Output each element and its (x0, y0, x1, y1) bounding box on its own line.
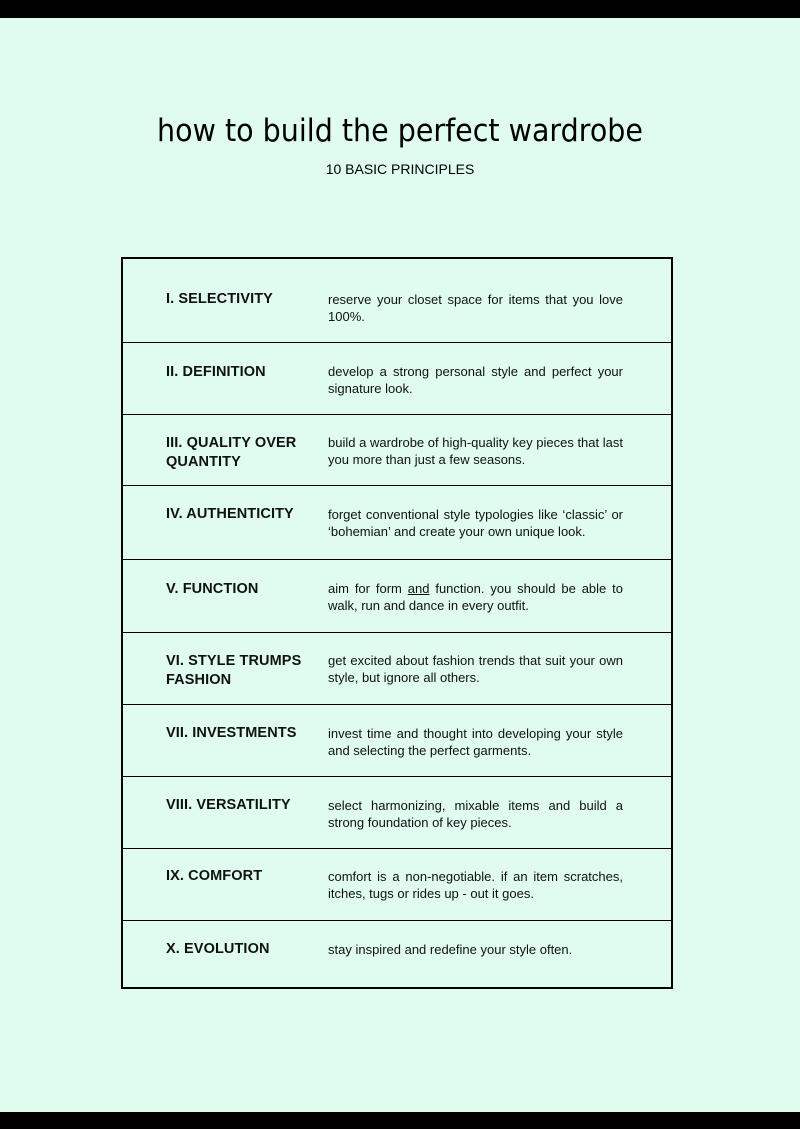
principle-name: IX. COMFORT (166, 868, 263, 884)
principle-row (123, 415, 671, 486)
principle-name: VII. INVESTMENTS (166, 725, 297, 741)
principle-name: IV. AUTHENTICITY (166, 506, 294, 522)
principle-description: get excited about fashion trends that suit your own style, but ignore all others. (328, 653, 623, 685)
principle-description: aim for form and function. you should be able to walk, run and dance in every outfit. (328, 581, 623, 613)
principle-name: X. EVOLUTION (166, 941, 270, 957)
principle-name: III. QUALITY OVER QUANTITY (166, 435, 297, 470)
principle-name: II. DEFINITION (166, 364, 266, 380)
principles-table (121, 257, 673, 989)
principle-description: invest time and thought into developing your style and selecting the perfect garments. (328, 726, 623, 758)
principle-description: comfort is a non-negotiable. if an item scratches, itches, tugs or rides up - out it goes. (328, 869, 623, 901)
principle-row (123, 259, 671, 343)
principle-row (123, 486, 671, 560)
principle-row (123, 921, 671, 987)
principle-row (123, 633, 671, 705)
principle-row (123, 777, 671, 849)
principle-row (123, 705, 671, 777)
principle-row (123, 343, 671, 415)
principle-row (123, 560, 671, 633)
principle-name: VIII. VERSATILITY (166, 797, 291, 813)
page-title: how to build the perfect wardrobe (157, 112, 643, 149)
principle-name: V. FUNCTION (166, 581, 259, 597)
principle-description: develop a strong personal style and perfect your signature look. (328, 364, 623, 396)
principle-description: reserve your closet space for items that you love 100%. (328, 292, 623, 324)
emphasized-word: and (407, 581, 430, 596)
page-subtitle: 10 BASIC PRINCIPLES (325, 161, 475, 177)
principle-description: build a wardrobe of high-quality key pieces that last you more than just a few seasons. (328, 435, 623, 467)
principle-name: I. SELECTIVITY (166, 291, 273, 307)
principle-description: select harmonizing, mixable items and build a strong foundation of key pieces. (328, 798, 623, 830)
principle-description: stay inspired and redefine your style often. (328, 942, 573, 957)
top-black-bar (0, 0, 800, 18)
principle-description: forget conventional style typologies like ‘classic’ or ‘bohemian’ and create your own unique look. (328, 507, 623, 539)
bottom-black-bar (0, 1112, 800, 1129)
principle-row (123, 849, 671, 921)
principle-name: VI. STYLE TRUMPS FASHION (166, 653, 302, 688)
